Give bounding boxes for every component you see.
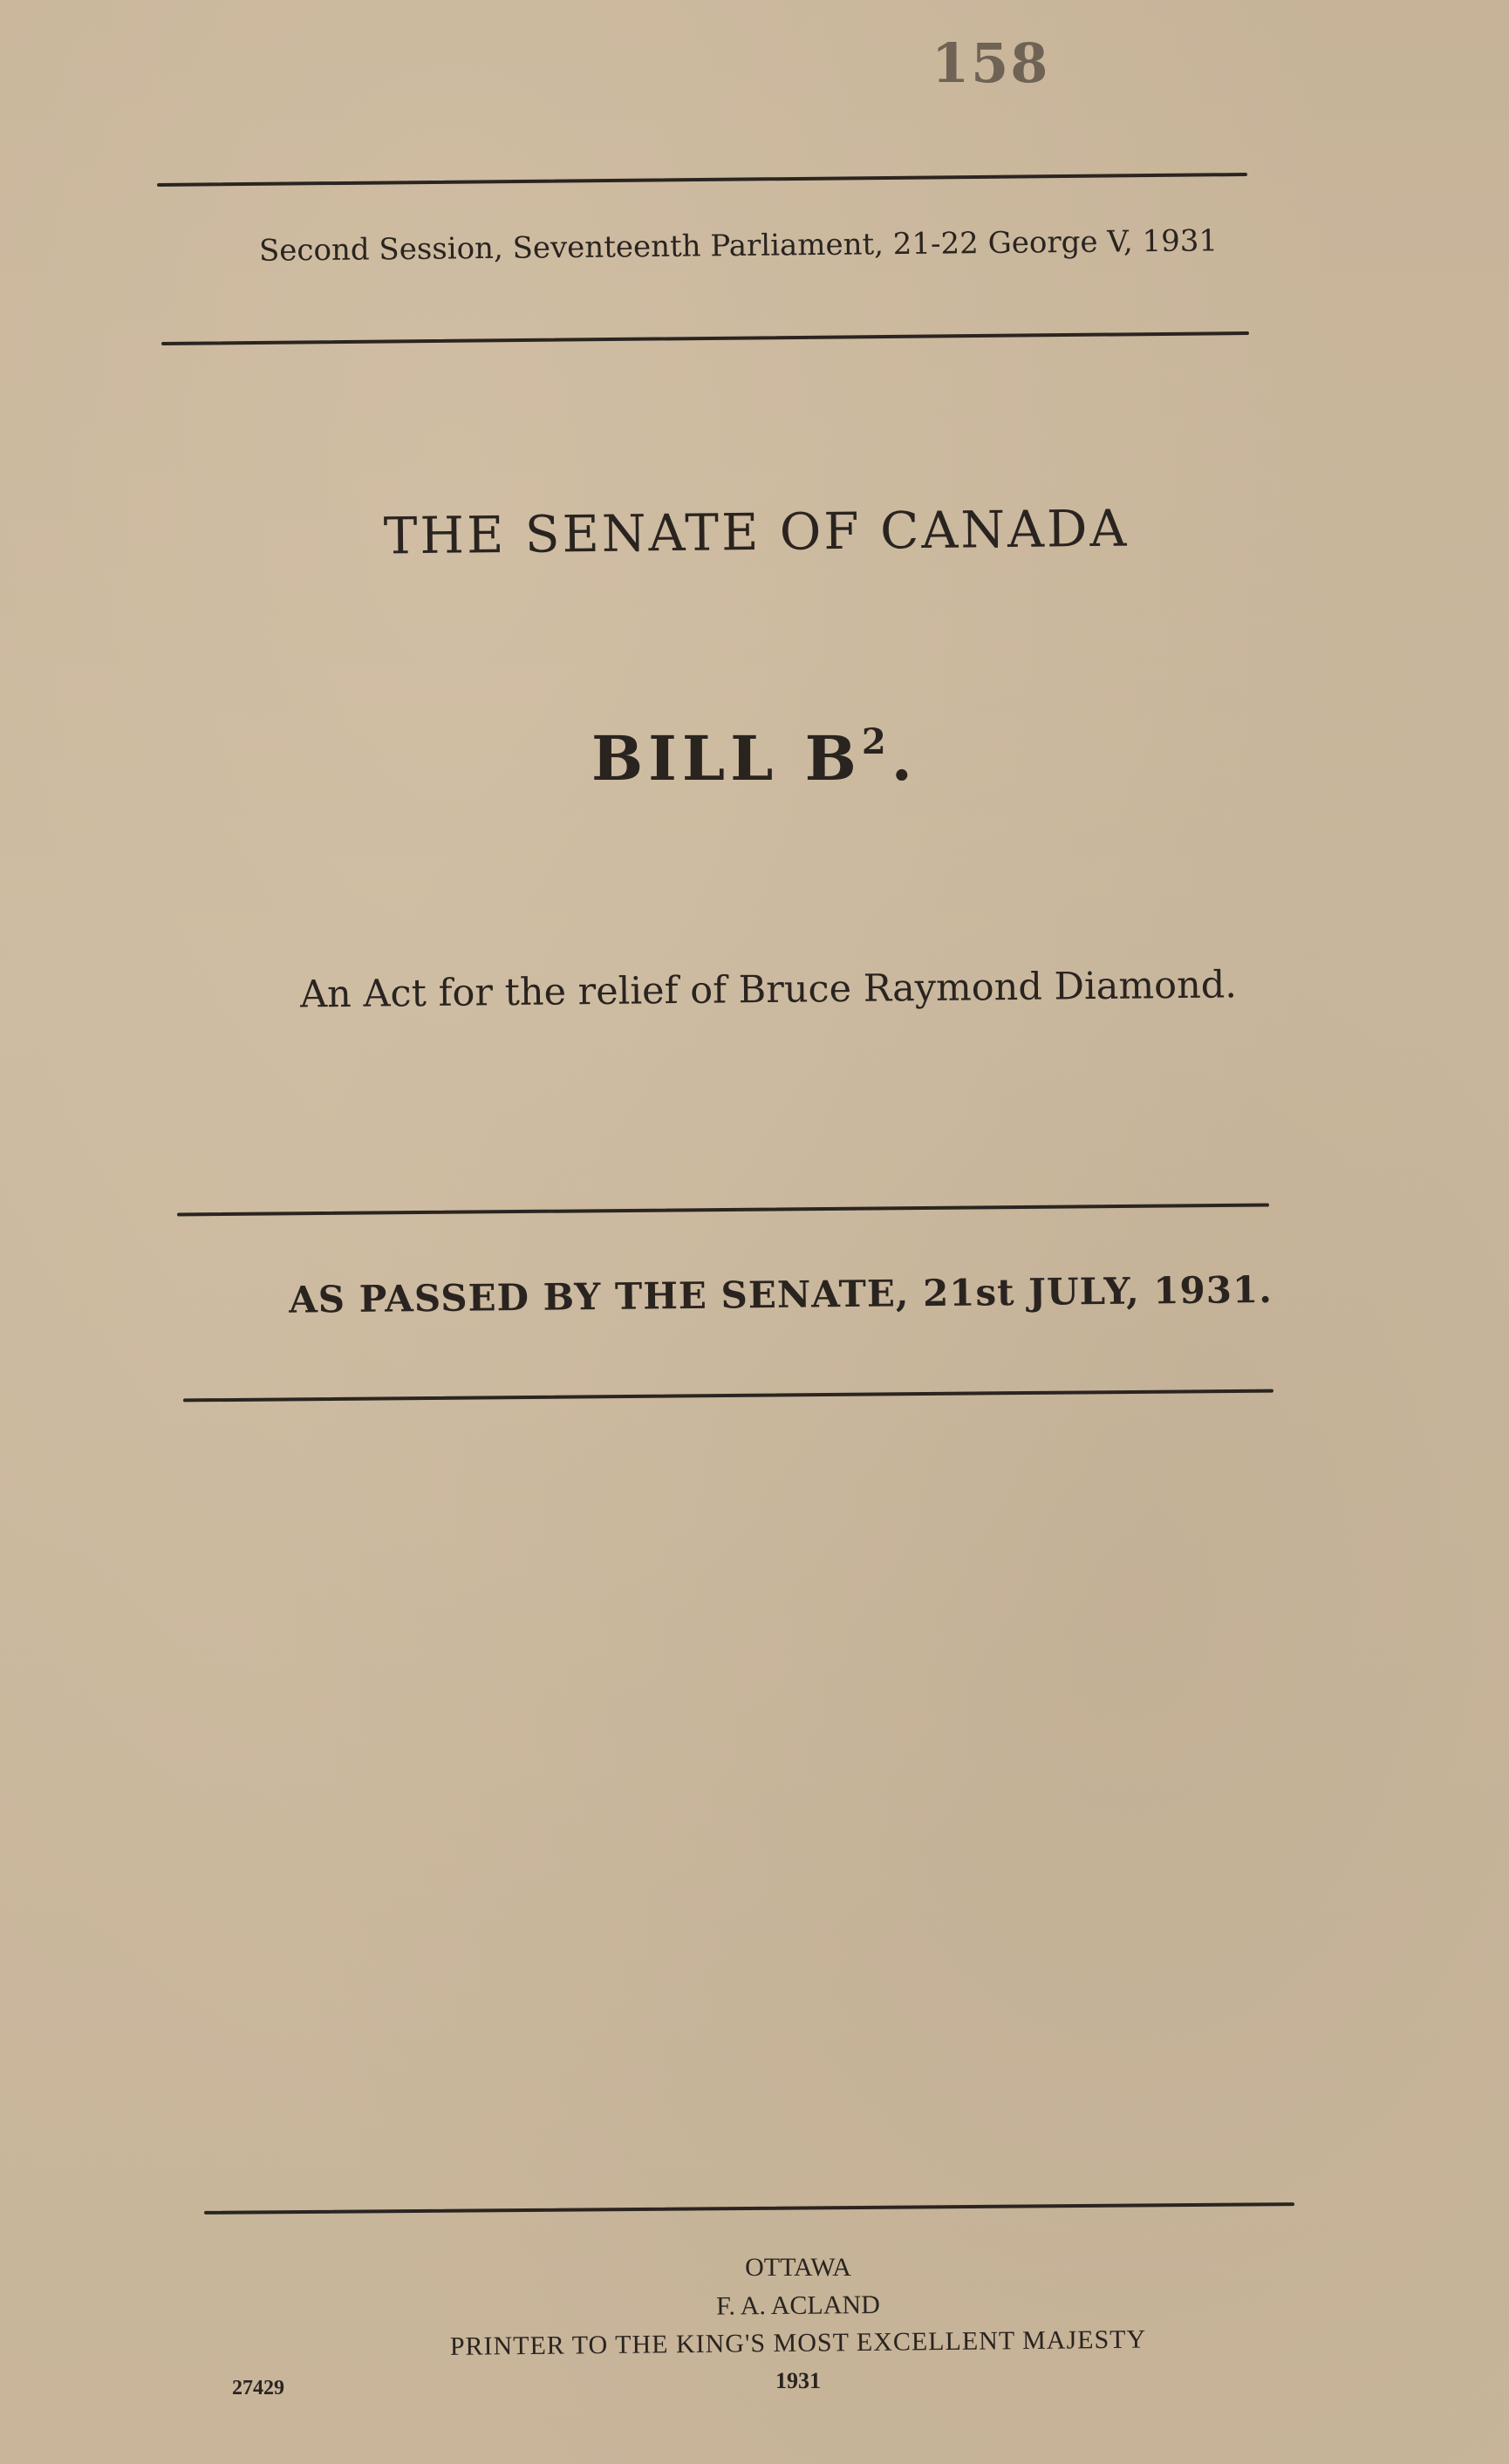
body-title: THE SENATE OF CANADA	[383, 498, 1130, 566]
bottom-rule	[204, 2202, 1294, 2215]
bill-superscript: 2	[861, 721, 891, 762]
bill-number	[0, 722, 1509, 795]
imprint-city: OTTAWA	[745, 2253, 851, 2282]
top-rule-2	[161, 331, 1249, 345]
middle-rule-1	[177, 1204, 1269, 1217]
bill-label: BILL B	[591, 722, 862, 795]
imprint-year: 1931	[775, 2368, 821, 2393]
passed-line: AS PASSED BY THE SENATE, 21st JULY, 1931.	[288, 1267, 1273, 1321]
top-rule-1	[157, 173, 1247, 187]
bill-suffix: .	[891, 722, 918, 795]
middle-rule-2	[183, 1389, 1273, 1403]
imprint-printer-title: PRINTER TO THE KING'S MOST EXCELLENT MAJESTY	[449, 2324, 1147, 2361]
job-number: 27429	[232, 2377, 284, 2399]
imprint-printer: F. A. ACLAND	[716, 2290, 880, 2321]
bleed-through-text	[340, 558, 357, 619]
session-line: Second Session, Seventeenth Parliament, 21-22 George V, 1931	[258, 223, 1219, 269]
act-title: An Act for the relief of Bruce Raymond Diamond.	[299, 963, 1238, 1017]
corner-handwritten-mark: 158	[932, 31, 1050, 95]
